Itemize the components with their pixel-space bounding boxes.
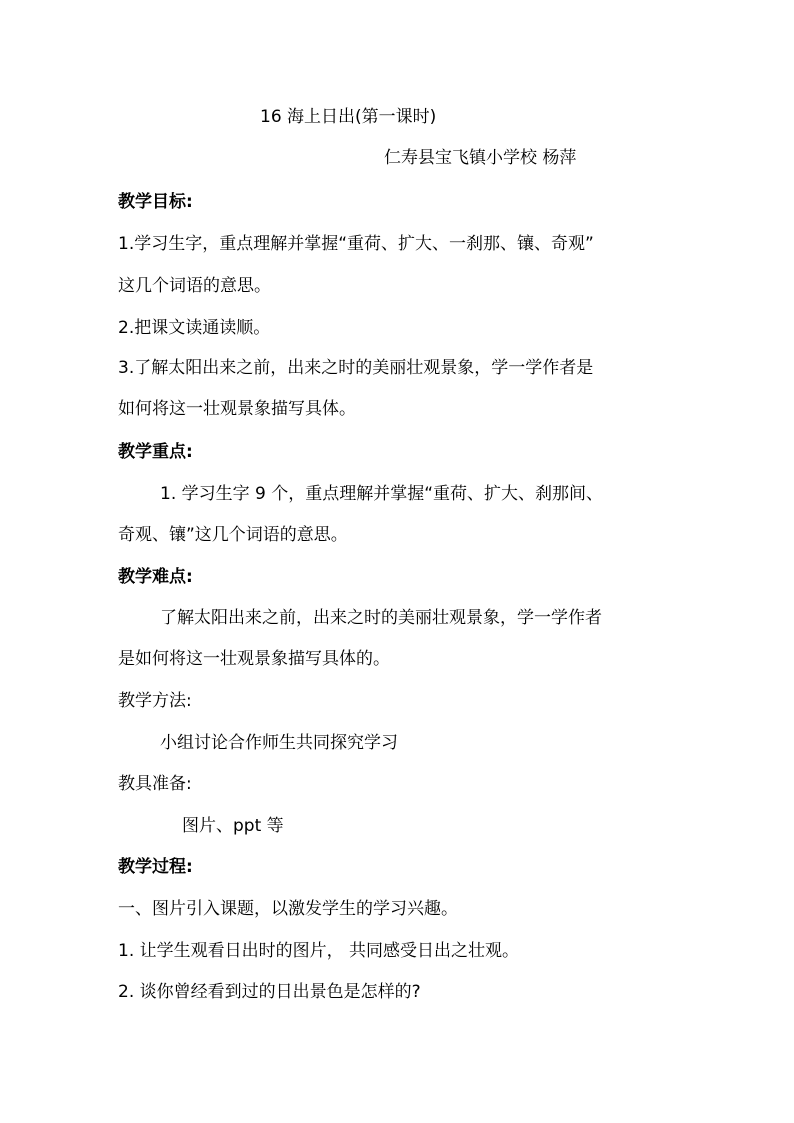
method-heading: 教学方法: bbox=[118, 691, 192, 711]
author-line: 仁寿县宝飞镇小学校 杨萍 bbox=[384, 148, 577, 168]
key-heading: 教学重点: bbox=[118, 442, 193, 462]
key-line-2: 奇观、镶”这几个词语的意思。 bbox=[118, 525, 348, 545]
process-heading: 教学过程: bbox=[118, 857, 193, 877]
goal-line-5: 如何将这一壮观景象描写具体。 bbox=[118, 399, 356, 419]
difficult-line-1: 了解太阳出来之前，出来之时的美丽壮观景象，学一学作者 bbox=[160, 608, 602, 628]
difficult-line-2: 是如何将这一壮观景象描写具体的。 bbox=[118, 649, 390, 669]
goal-line-2: 这几个词语的意思。 bbox=[118, 276, 271, 296]
tools-heading: 教具准备: bbox=[118, 774, 192, 794]
goal-line-4: 3.了解太阳出来之前，出来之时的美丽壮观景象，学一学作者是 bbox=[118, 358, 594, 378]
tools-text: 图片、ppt 等 bbox=[182, 816, 284, 836]
key-line-1: 1. 学习生字 9 个，重点理解并掌握“重荷、扩大、刹那间、 bbox=[160, 484, 604, 504]
goal-line-3: 2.把课文读通读顺。 bbox=[118, 318, 271, 338]
goal-line-1: 1.学习生字，重点理解并掌握“重荷、扩大、一刹那、镶、奇观” bbox=[118, 234, 594, 254]
lesson-title: 16 海上日出(第一课时) bbox=[260, 107, 437, 127]
goals-heading: 教学目标: bbox=[118, 192, 193, 212]
process-line-2: 1. 让学生观看日出时的图片， 共同感受日出之壮观。 bbox=[118, 941, 520, 961]
process-line-3: 2. 谈你曾经看到过的日出景色是怎样的? bbox=[118, 982, 421, 1002]
process-line-1: 一、图片引入课题，以激发学生的学习兴趣。 bbox=[118, 899, 458, 919]
difficult-heading: 教学难点: bbox=[118, 567, 193, 587]
method-text: 小组讨论合作师生共同探究学习 bbox=[160, 733, 398, 753]
